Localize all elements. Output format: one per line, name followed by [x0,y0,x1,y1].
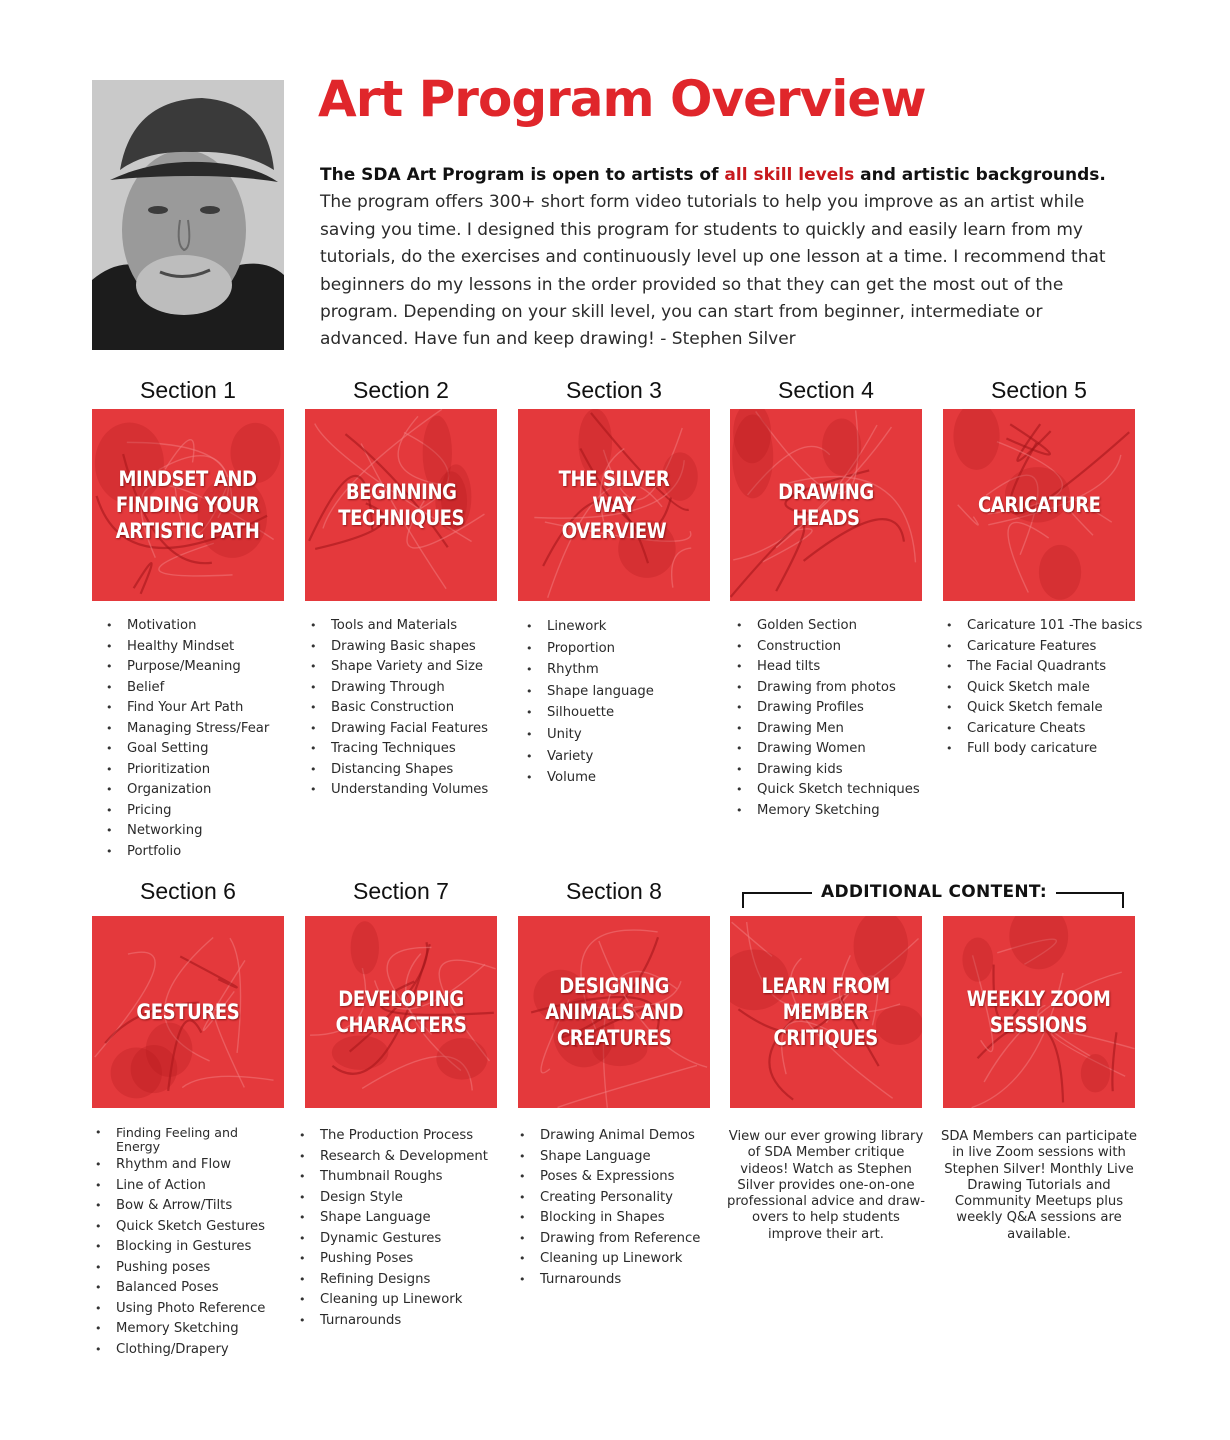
section-5-card[interactable] [943,409,1135,601]
list-item: • Shape Language [299,1208,488,1229]
list-item: • Drawing from Reference [519,1229,700,1250]
list-item: • Understanding Volumes [310,780,488,801]
list-item: • Quick Sketch Gestures [95,1217,265,1238]
list-item: • Drawing Men [736,719,920,740]
author-portrait [92,80,284,350]
intro-lead-start: The SDA Art Program is open to artists of [320,165,725,185]
list-item: • Quick Sketch male [946,678,1142,699]
list-item: • Goal Setting [106,739,269,760]
card-title: BEGINNING TECHNIQUES [338,480,464,530]
intro-body: The program offers 300+ short form video tutorials to help you improve as an artist while saving you time. I designed this program for students to quickly and easily learn from my tutorials, do the exercises and continuously level up one lesson at a time. I recommend that beginners do my lessons in the order provided so that they can get the most out of the program. Depending on your skill level, you can start from beginner, intermediate or advanced. Have fun and keep drawing! - Stephen Silver [320,192,1106,350]
list-item: • Distancing Shapes [310,760,488,781]
additional-content-label: ADDITIONAL CONTENT: [812,882,1056,902]
list-item: • Cleaning up Linework [519,1249,700,1270]
intro-lead [320,165,1106,185]
list-item: • Silhouette [526,702,654,724]
section-7-card[interactable] [305,916,497,1108]
section-1-topic-list [106,616,269,862]
list-item: • Pushing poses [95,1258,265,1279]
list-item: • Drawing kids [736,760,920,781]
member-critiques-card[interactable] [730,916,922,1108]
list-item: • Pricing [106,801,269,822]
list-item: • Tools and Materials [310,616,488,637]
section-label: Section 8 [566,878,662,904]
section-2-topic-list [310,616,488,801]
list-item: • Purpose/Meaning [106,657,269,678]
list-item: • Caricature Cheats [946,719,1142,740]
list-item: • Rhythm [526,659,654,681]
list-item: • Memory Sketching [95,1319,265,1340]
list-item: • Clothing/Drapery [95,1340,265,1361]
list-item: • Refining Designs [299,1270,488,1291]
section-8-topic-list [519,1126,700,1290]
section-4-topic-list [736,616,920,821]
list-item: • Variety [526,746,654,768]
list-item: • Find Your Art Path [106,698,269,719]
list-item: • Blocking in Shapes [519,1208,700,1229]
card-title: THE SILVER WAY OVERVIEW [558,467,670,543]
list-item: • Shape language [526,681,654,703]
card-title: GESTURES [136,1000,240,1024]
list-item: • Balanced Poses [95,1278,265,1299]
list-item: • Networking [106,821,269,842]
section-3-card[interactable] [518,409,710,601]
list-item: • Caricature Features [946,637,1142,658]
list-item: • Quick Sketch female [946,698,1142,719]
list-item: • Turnarounds [299,1311,488,1332]
list-item: • Caricature 101 -The basics [946,616,1142,637]
card-title: WEEKLY ZOOM SESSIONS [967,987,1111,1037]
section-6-card[interactable] [92,916,284,1108]
list-item: • Thumbnail Roughs [299,1167,488,1188]
list-item: • Line of Action [95,1176,265,1197]
list-item: • Drawing Through [310,678,488,699]
list-item: • The Production Process [299,1126,488,1147]
section-label: Section 6 [140,878,236,904]
list-item: • The Facial Quadrants [946,657,1142,678]
list-item: • Memory Sketching [736,801,920,822]
list-item: • Drawing Profiles [736,698,920,719]
card-title: MINDSET AND FINDING YOUR ARTISTIC PATH [116,467,260,543]
card-title: DESIGNING ANIMALS AND CREATURES [545,974,683,1050]
list-item: • Shape Language [519,1147,700,1168]
member-critiques-description: View our ever growing library of SDA Member critique videos! Watch as Stephen Silver provides one-on-one professional advice and draw-overs to help students improve their art. [727,1129,925,1242]
additional-content-bracket [742,882,1124,910]
section-6-topic-list [95,1126,265,1360]
section-label: Section 7 [353,878,449,904]
section-5-topic-list [946,616,1142,760]
list-item: • Drawing Animal Demos [519,1126,700,1147]
list-item: • Drawing Facial Features [310,719,488,740]
section-7-topic-list [299,1126,488,1331]
list-item: • Golden Section [736,616,920,637]
list-item: • Full body caricature [946,739,1142,760]
skill-levels-highlight: all skill levels [724,165,855,185]
intro-paragraph [320,162,1135,354]
list-item: • Pushing Poses [299,1249,488,1270]
list-item: • Unity [526,724,654,746]
card-title: DEVELOPING CHARACTERS [335,987,467,1037]
list-item: • Head tilts [736,657,920,678]
list-item: • Drawing Women [736,739,920,760]
list-item: • Blocking in Gestures [95,1237,265,1258]
list-item: • Prioritization [106,760,269,781]
list-item: • Creating Personality [519,1188,700,1209]
section-2-card[interactable] [305,409,497,601]
list-item: • Using Photo Reference [95,1299,265,1320]
list-item: • Healthy Mindset [106,637,269,658]
list-item: • Basic Construction [310,698,488,719]
list-item: • Managing Stress/Fear [106,719,269,740]
list-item: • Poses & Expressions [519,1167,700,1188]
list-item: • Cleaning up Linework [299,1290,488,1311]
list-item: • Tracing Techniques [310,739,488,760]
list-item: • Linework [526,616,654,638]
weekly-zoom-card[interactable] [943,916,1135,1108]
list-item: • Research & Development [299,1147,488,1168]
list-item: • Rhythm and Flow [95,1155,265,1176]
list-item: • Turnarounds [519,1270,700,1291]
card-title: LEARN FROM MEMBER CRITIQUES [761,974,891,1050]
list-item: • Shape Variety and Size [310,657,488,678]
intro-lead-end: and artistic backgrounds. [854,165,1106,185]
section-label: Section 3 [566,377,662,403]
list-item: • Belief [106,678,269,699]
list-item: • Proportion [526,638,654,660]
section-label: Section 4 [778,377,874,403]
list-item: • Drawing Basic shapes [310,637,488,658]
list-item: • Construction [736,637,920,658]
weekly-zoom-description: SDA Members can participate in live Zoom sessions with Stephen Silver! Monthly Live Drawing Tutorials and Community Meetups plus weekly Q&A sessions are available. [940,1129,1138,1242]
list-item: • Dynamic Gestures [299,1229,488,1250]
section-label: Section 5 [991,377,1087,403]
page-title: Art Program Overview [318,70,926,128]
section-label: Section 1 [140,377,236,403]
section-4-card[interactable] [730,409,922,601]
section-1-card[interactable] [92,409,284,601]
card-title: DRAWING HEADS [778,480,874,530]
list-item: • Design Style [299,1188,488,1209]
section-8-card[interactable] [518,916,710,1108]
list-item: • Volume [526,767,654,789]
list-item: • Drawing from photos [736,678,920,699]
list-item: • Motivation [106,616,269,637]
list-item: • Organization [106,780,269,801]
card-title: CARICATURE [977,493,1101,517]
list-item: • Finding Feeling and Energy [95,1126,256,1155]
list-item: • Quick Sketch techniques [736,780,920,801]
list-item: • Bow & Arrow/Tilts [95,1196,265,1217]
section-label: Section 2 [353,377,449,403]
list-item: • Portfolio [106,842,269,863]
section-3-topic-list [526,616,654,789]
